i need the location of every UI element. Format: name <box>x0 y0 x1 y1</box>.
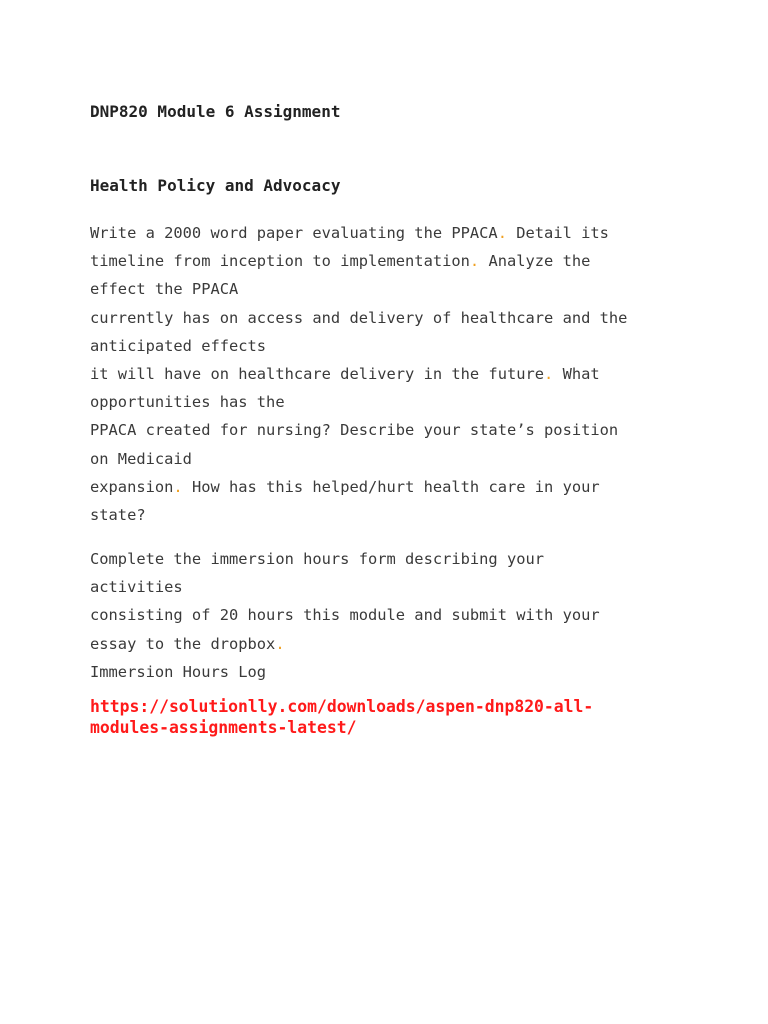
text-line <box>90 445 690 473</box>
sentence-period: . <box>497 224 507 242</box>
line-text: state? <box>90 506 146 525</box>
immersion-paragraph <box>90 545 690 686</box>
line-text-rest: Analyze the <box>479 252 591 271</box>
text-line <box>90 545 690 573</box>
line-text: effect the PPACA <box>90 280 239 299</box>
sentence-period: . <box>275 634 285 653</box>
sentence-period: . <box>469 252 480 271</box>
text-line <box>90 360 690 388</box>
document-title: DNP820 Module 6 Assignment <box>90 102 341 121</box>
line-text: Write a 2000 word paper evaluating the PPACA <box>90 224 498 242</box>
text-line <box>90 219 690 247</box>
line-text: currently has on access and delivery of healthcare and the <box>90 308 628 327</box>
line-text: it will have on healthcare delivery in the future <box>90 365 545 384</box>
text-line <box>90 275 690 303</box>
text-line <box>90 601 690 629</box>
assignment-paragraph <box>90 219 690 529</box>
text-line <box>90 388 690 416</box>
line-text: Immersion Hours Log <box>90 662 267 681</box>
line-text-rest: How has this helped/hurt health care in your <box>182 477 600 496</box>
text-line <box>90 501 690 529</box>
sentence-period: . <box>173 477 183 496</box>
document-subtitle: Health Policy and Advocacy <box>90 176 341 195</box>
text-line <box>90 416 690 444</box>
download-link[interactable] <box>90 696 690 738</box>
text-line <box>90 573 690 601</box>
link-text-line[interactable]: https://solutionlly.com/downloads/aspen-dnp820-all- <box>90 697 594 716</box>
text-line <box>90 658 690 686</box>
line-text: essay to the dropbox <box>90 634 276 653</box>
line-text: opportunities has the <box>90 393 285 412</box>
text-line <box>90 630 690 658</box>
text-line <box>90 332 690 360</box>
line-text: anticipated effects <box>90 336 267 355</box>
line-text: Complete the immersion hours form describing your <box>90 550 545 568</box>
sentence-period: . <box>544 365 554 384</box>
text-line <box>90 247 690 275</box>
line-text: timeline from inception to implementation <box>90 252 470 271</box>
line-text: expansion <box>90 477 174 496</box>
line-text: consisting of 20 hours this module and submit with your <box>90 606 600 625</box>
line-text: PPACA created for nursing? Describe your state’s position <box>90 421 619 440</box>
text-line <box>90 304 690 332</box>
line-text-rest: What <box>553 365 600 384</box>
line-text-rest: Detail its <box>506 224 609 242</box>
link-text-line[interactable]: modules-assignments-latest/ <box>90 718 357 737</box>
line-text: activities <box>90 578 183 597</box>
text-line <box>90 473 690 501</box>
line-text: on Medicaid <box>90 449 192 468</box>
